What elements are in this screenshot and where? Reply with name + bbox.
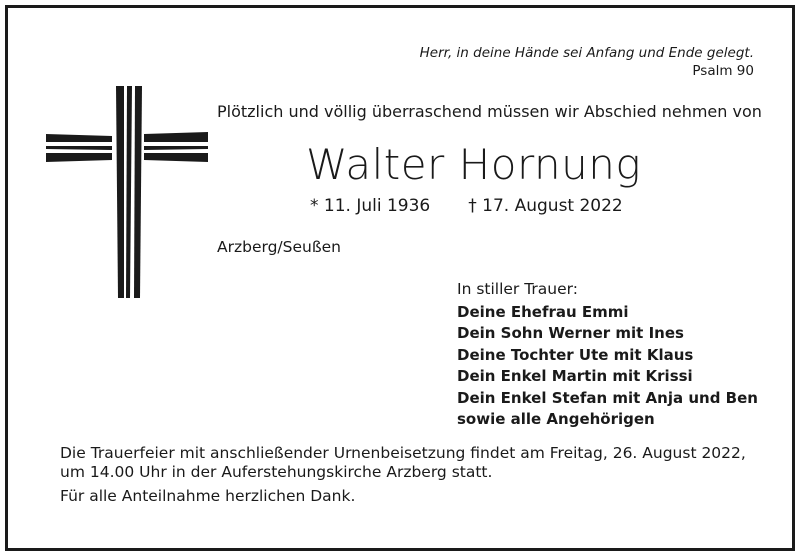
ceremony-line: Die Trauerfeier mit anschließender Urnenbeisetzung findet am Freitag, 26. August 2022, [60,444,746,462]
residence: Arzberg/Seußen [217,238,341,256]
death-date: † 17. August 2022 [468,196,623,216]
thanks-text: Für alle Anteilnahme herzlichen Dank. [60,487,356,505]
deceased-name: Walter Hornung [306,140,642,189]
quote-text: Herr, in deine Hände sei Anfang und Ende gelegt. [419,45,754,61]
mourner-item: Deine Tochter Ute mit Klaus [457,345,694,364]
ceremony-line: um 14.00 Uhr in der Auferstehungskirche Arzberg statt. [60,463,493,481]
mourner-item: Dein Enkel Stefan mit Anja und Ben [457,388,758,407]
bible-quote [420,44,754,80]
mourner-item: sowie alle Angehörigen [457,410,655,429]
birth-date: * 11. Juli 1936 [310,196,431,216]
ceremony-info [60,444,780,482]
mourner-item: Dein Enkel Martin mit Krissi [457,367,693,386]
life-dates [310,196,623,216]
quote-reference: Psalm 90 [692,63,754,79]
mourners-list [457,302,758,430]
intro-text: Plötzlich und völlig überraschend müssen wir Abschied nehmen von [217,102,762,121]
mourning-heading: In stiller Trauer: [457,280,578,298]
mourner-item: Deine Ehefrau Emmi [457,303,629,321]
mourner-item: Dein Sohn Werner mit Ines [457,324,684,343]
cross-icon [46,86,208,298]
